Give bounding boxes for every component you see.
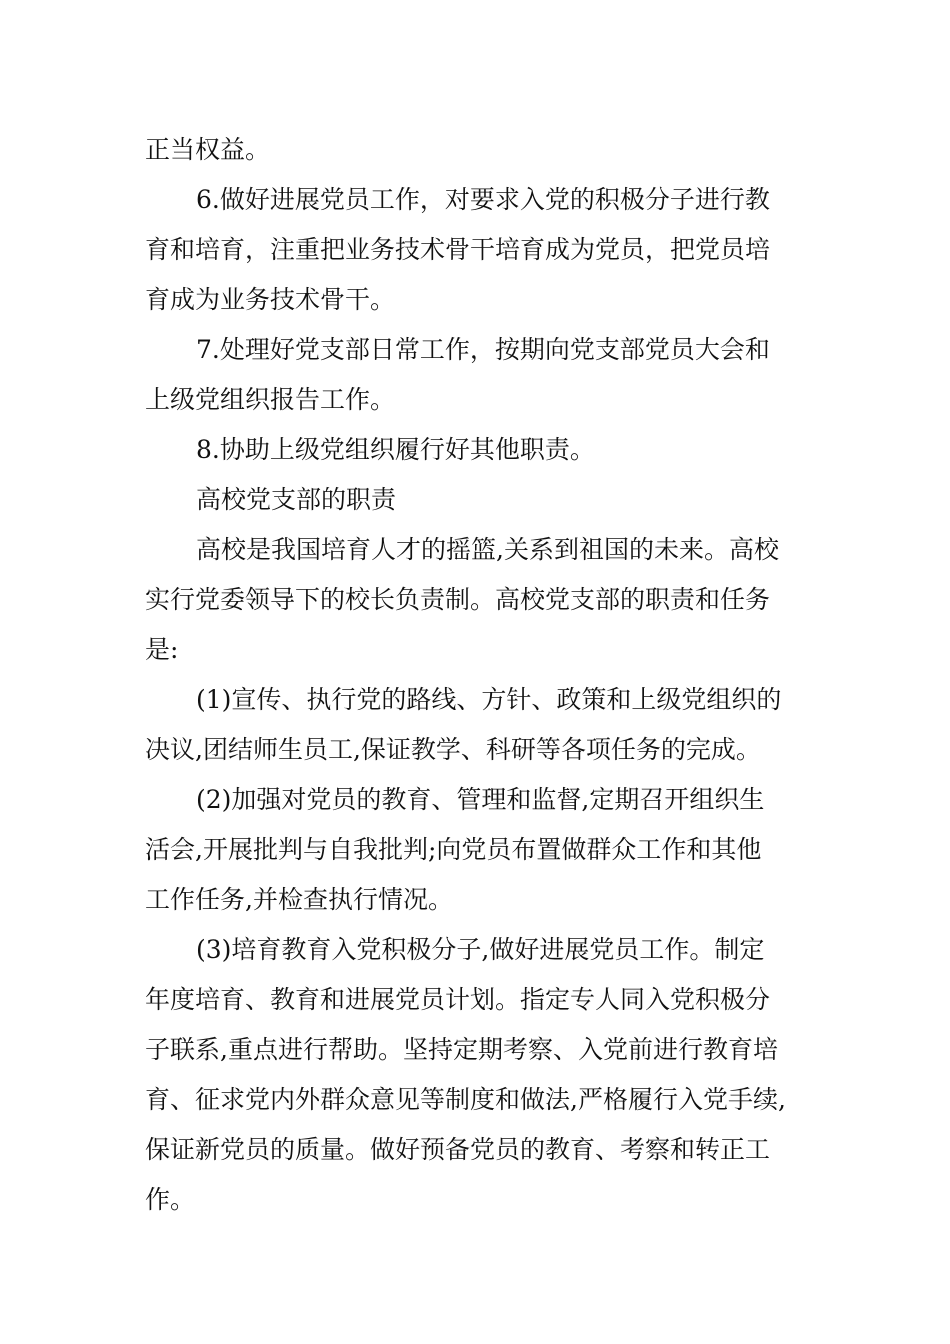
text-line: 是: [145, 635, 179, 664]
text-line: 活会,开展批判与自我批判;向党员布置做群众工作和其他 [145, 835, 762, 864]
text-line: (3)培育教育入党积极分子,做好进展党员工作。制定 [196, 935, 765, 964]
paragraph-duty-2 [145, 775, 810, 925]
text-line: 正当权益。 [145, 135, 271, 164]
heading-text: 高校党支部的职责 [196, 485, 397, 514]
paragraph-duty-3 [145, 925, 810, 1225]
text-line: 7.处理好党支部日常工作，按期向党支部党员大会和 [196, 335, 770, 364]
text-line: 育成为业务技术骨干。 [145, 285, 396, 314]
text-line: 年度培育、教育和进展党员计划。指定专人同入党积极分 [145, 985, 771, 1014]
text-line: 实行党委领导下的校长负责制。高校党支部的职责和任务 [145, 585, 771, 614]
text-line: 上级党组织报告工作。 [145, 385, 396, 414]
paragraph-duty-1 [145, 675, 810, 775]
paragraph-intro [145, 525, 810, 675]
document-body [145, 125, 810, 1225]
paragraph-rights-end [145, 125, 810, 175]
text-line: 作。 [145, 1185, 196, 1214]
text-line: 高校是我国培育人才的摇篮,关系到祖国的未来。高校 [196, 535, 779, 564]
text-line: 工作任务,并检查执行情况。 [145, 885, 453, 914]
text-line: 育、征求党内外群众意见等制度和做法,严格履行入党手续, [145, 1085, 786, 1114]
text-line: 保证新党员的质量。做好预备党员的教育、考察和转正工 [145, 1135, 771, 1164]
text-line: (2)加强对党员的教育、管理和监督,定期召开组织生 [196, 785, 765, 814]
text-line: 6.做好进展党员工作，对要求入党的积极分子进行教 [196, 185, 770, 214]
paragraph-item-8 [145, 425, 810, 475]
text-line: 子联系,重点进行帮助。坚持定期考察、入党前进行教育培 [145, 1035, 778, 1064]
paragraph-item-7 [145, 325, 810, 425]
paragraph-item-6 [145, 175, 810, 325]
section-heading [145, 475, 810, 525]
text-line: 8.协助上级党组织履行好其他职责。 [196, 435, 595, 464]
text-line: 育和培育，注重把业务技术骨干培育成为党员，把党员培 [145, 235, 771, 264]
text-line: (1)宣传、执行党的路线、方针、政策和上级党组织的 [196, 685, 782, 714]
text-line: 决议,团结师生员工,保证教学、科研等各项任务的完成。 [145, 735, 761, 764]
